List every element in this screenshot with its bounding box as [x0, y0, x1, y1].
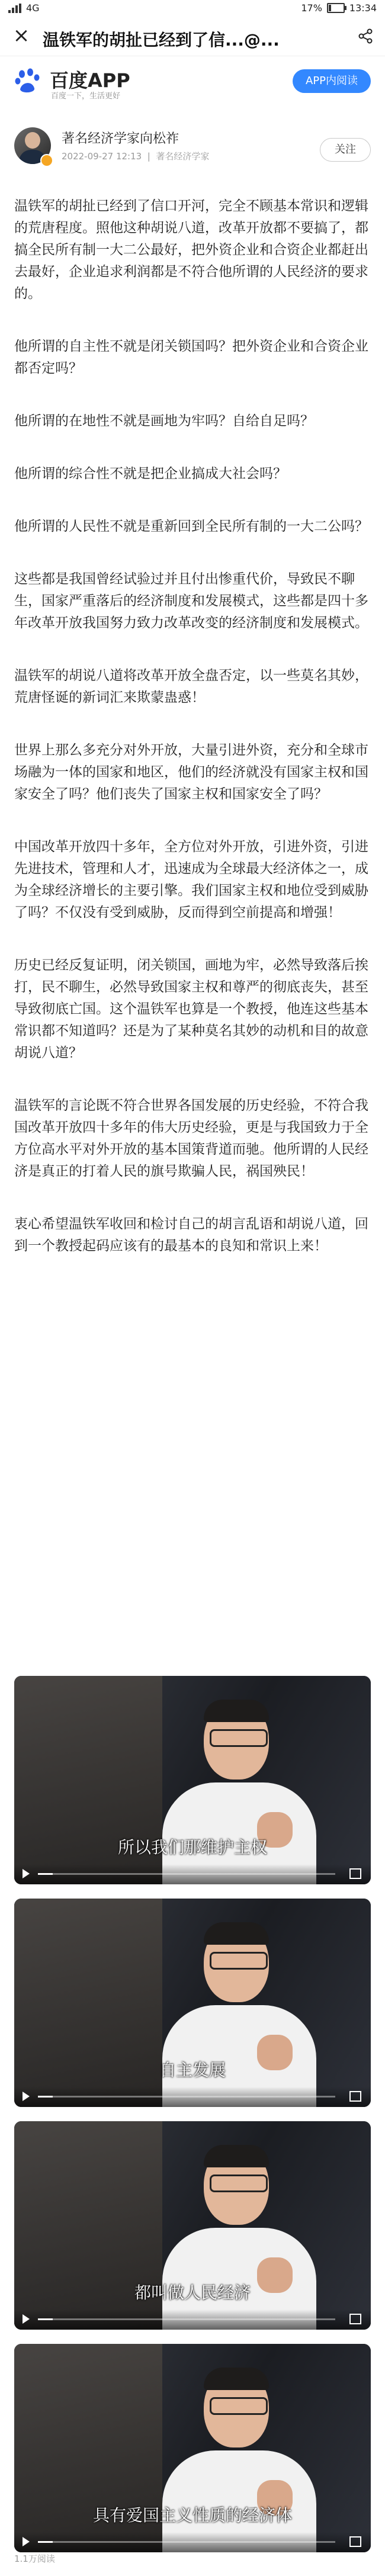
read-count: 1.1万阅读 [14, 2553, 55, 2564]
article-paragraph: 他所谓的人民性不就是重新回到全民所有制的一大二公吗？ [14, 519, 368, 534]
video-progress [38, 2096, 53, 2098]
app-name: 百度APP [50, 69, 130, 92]
video-player[interactable] [14, 1899, 371, 2107]
article-paragraph: 中国改革开放四十多年，全方位对外开放，引进外资，引进先进技术，管理和人才，迅速成为全球最大经济体之一，成为全球经济增长的主要引擎。我们国家主权和地位受到威胁了吗？不仅没有受到威胁，反而得到空前提高和增强！ [14, 839, 368, 920]
fullscreen-icon[interactable] [349, 2536, 361, 2547]
share-icon[interactable] [358, 28, 373, 44]
play-icon[interactable] [23, 1869, 30, 1878]
battery-percent: 17% [301, 2, 322, 14]
video-controls [14, 2087, 371, 2107]
signal-icon [8, 4, 21, 13]
author-name[interactable]: 著名经济学家向松祚 [62, 131, 179, 146]
top-navbar [0, 17, 385, 56]
video-player[interactable] [14, 2344, 371, 2552]
battery-icon [327, 3, 345, 13]
video-subtitle: 都叫做人民经济 [134, 2283, 251, 2302]
publish-date: 2022-09-27 12:13 [62, 151, 142, 162]
verified-badge-icon [40, 154, 53, 167]
play-icon[interactable] [23, 2537, 30, 2546]
video-progress-track[interactable] [38, 2541, 335, 2543]
fullscreen-icon[interactable] [349, 1868, 361, 1879]
video-progress [38, 2318, 53, 2320]
video-progress [38, 2541, 53, 2543]
video-controls [14, 2532, 371, 2552]
meta-divider: | [144, 151, 153, 162]
video-progress [38, 1873, 53, 1875]
fullscreen-icon[interactable] [349, 2314, 361, 2324]
video-controls [14, 1864, 371, 1884]
author-tag: 著名经济学家 [156, 151, 210, 162]
follow-button[interactable]: 关注 [320, 138, 371, 162]
article-paragraph: 他所谓的在地性不就是画地为牢吗？自给自足吗？ [14, 413, 314, 429]
avatar-head [25, 132, 40, 149]
author-meta [62, 150, 209, 162]
article-paragraph: 世界上那么多充分对外开放，大量引进外资，充分和全球市场融为一体的国家和地区，他们的经济就没有国家主权和国家安全了吗？他们丧失了国家主权和国家安全了吗？ [14, 743, 368, 802]
video-subtitle: 所以我们那维护主权 [117, 1838, 267, 1857]
fullscreen-icon[interactable] [349, 2091, 361, 2102]
article-body [14, 195, 372, 1288]
play-icon[interactable] [23, 2314, 30, 2324]
app-banner [0, 56, 385, 107]
video-player[interactable] [14, 1676, 371, 1884]
video-player[interactable] [14, 2121, 371, 2330]
play-icon[interactable] [23, 2092, 30, 2101]
article-paragraph: 这些都是我国曾经试验过并且付出惨重代价，导致民不聊生，国家严重落后的经济制度和发展模式，这些都是四十多年改革开放我国努力致力改革改变的经济制度和发展模式。 [14, 571, 368, 631]
article-paragraph: 温铁军的言论既不符合世界各国发展的历史经验，不符合我国改革开放四十多年的伟大历史经验，更是与我国致力于全方位高水平对外开放的基本国策背道而驰。他所谓的人民经济是真正的打着人民的旗号欺骗人民，祸国殃民！ [14, 1098, 368, 1179]
video-subtitle: 具有爱国主义性质的经济体 [92, 2506, 292, 2525]
video-list [14, 1676, 371, 2567]
article-paragraph: 历史已经反复证明，闭关锁国，画地为牢，必然导致落后挨打，民不聊生，必然导致国家主权和尊严的彻底丧失，甚至导致彻底亡国。这个温铁军也算是一个教授，他连这些基本常识都不知道吗？还是为了某种莫名其妙的动机和目的故意胡说八道？ [14, 958, 368, 1061]
article-paragraph: 他所谓的自主性不就是闭关锁国吗？把外资企业和合资企业都否定吗？ [14, 339, 368, 376]
author-header [0, 121, 385, 187]
article-paragraph: 温铁军的胡扯已经到了信口开河，完全不顾基本常识和逻辑的荒唐程度。照他这种胡说八道，改革开放都不要搞了，都搞全民所有制一大二公最好，把外资企业和合资企业都赶出去最好，企业追求利润都是不符合他所谓的人民经济的要求的。 [14, 198, 368, 301]
video-subtitle: 自主发展 [159, 2060, 226, 2080]
close-icon[interactable]: × [12, 24, 30, 47]
video-controls [14, 2310, 371, 2330]
video-progress-track[interactable] [38, 2096, 335, 2098]
open-in-app-button[interactable]: APP内阅读 [293, 69, 371, 93]
app-slogan: 百度一下，生活更好 [51, 92, 121, 101]
battery-level [329, 5, 331, 11]
page-title: 温铁军的胡扯已经到了信...@... [43, 30, 280, 50]
article-paragraph: 他所谓的综合性不就是把企业搞成大社会吗？ [14, 466, 287, 481]
network-type: 4G [26, 2, 40, 14]
baidu-paw-logo-icon [14, 67, 41, 94]
clock: 13:34 [349, 2, 377, 14]
status-bar [0, 0, 385, 17]
article-paragraph: 温铁军的胡说八道将改革开放全盘否定，以一些莫名其妙，荒唐怪诞的新词汇来欺蒙蛊惑！ [14, 668, 368, 705]
video-progress-track[interactable] [38, 1873, 335, 1875]
article-paragraph: 衷心希望温铁军收回和检讨自己的胡言乱语和胡说八道，回到一个教授起码应该有的最基本的良知和常识上来！ [14, 1216, 368, 1254]
video-progress-track[interactable] [38, 2318, 335, 2320]
